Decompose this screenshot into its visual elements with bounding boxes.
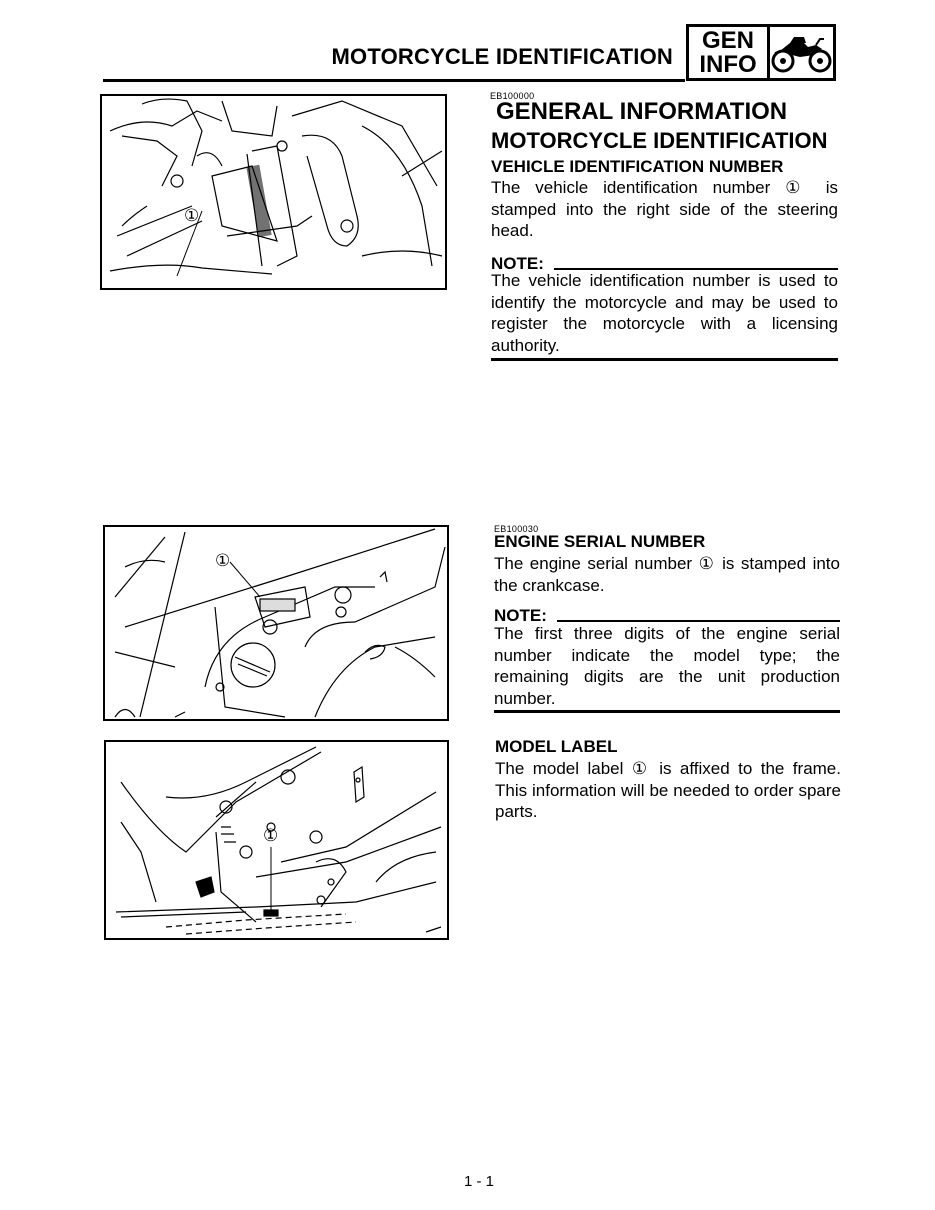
model-label-body: The model label ① is affixed to the frame. This information will be needed to order spare parts. — [495, 759, 841, 821]
engine-note-end-rule — [494, 710, 840, 713]
engine-note-text: The first three digits of the engine serial number indicate the model type; the remaining digits are the unit production number. — [494, 624, 840, 708]
vin-note-label: NOTE: — [491, 254, 544, 273]
section-tab-line2: INFO — [699, 50, 757, 78]
vin-heading: VEHICLE IDENTIFICATION NUMBER — [491, 157, 784, 176]
header-rule — [103, 79, 685, 82]
section-tab — [686, 24, 836, 81]
section-tab-line1: GEN — [701, 26, 754, 54]
vin-note-text: The vehicle identification number is used to identify the motorcycle and may be used to register the motorcycle with a licensing authority. — [491, 271, 838, 355]
engine-note-label: NOTE: — [494, 606, 547, 625]
doc-code-engine: EB100030 — [494, 524, 539, 534]
doc-code-vin: EB100000 — [490, 91, 535, 101]
model-label-heading: MODEL LABEL — [495, 737, 618, 756]
figure-callout-1: ① — [184, 206, 200, 225]
general-information-heading: GENERAL INFORMATION — [496, 98, 788, 125]
figure-crankcase — [103, 525, 449, 721]
figure-steering-head — [100, 94, 447, 290]
vin-body: The vehicle identification number ① is stamped into the right side of the steering head. — [491, 178, 838, 240]
page-number: 1 - 1 — [464, 1173, 495, 1190]
engine-note-line — [557, 620, 840, 622]
motorcycle-icon — [770, 29, 833, 77]
engine-serial-heading: ENGINE SERIAL NUMBER — [494, 532, 706, 551]
page-header — [0, 0, 935, 90]
vin-note-end-rule — [491, 358, 838, 361]
figure-callout-2: ① — [215, 551, 231, 570]
section-tab-label — [689, 27, 770, 78]
page-title: MOTORCYCLE IDENTIFICATION — [331, 44, 673, 69]
motorcycle-identification-heading: MOTORCYCLE IDENTIFICATION — [491, 128, 828, 153]
figure-callout-3: ① — [263, 826, 279, 845]
engine-serial-body: The engine serial number ① is stamped into the crankcase. — [494, 554, 840, 595]
figure-model-label — [104, 740, 449, 940]
